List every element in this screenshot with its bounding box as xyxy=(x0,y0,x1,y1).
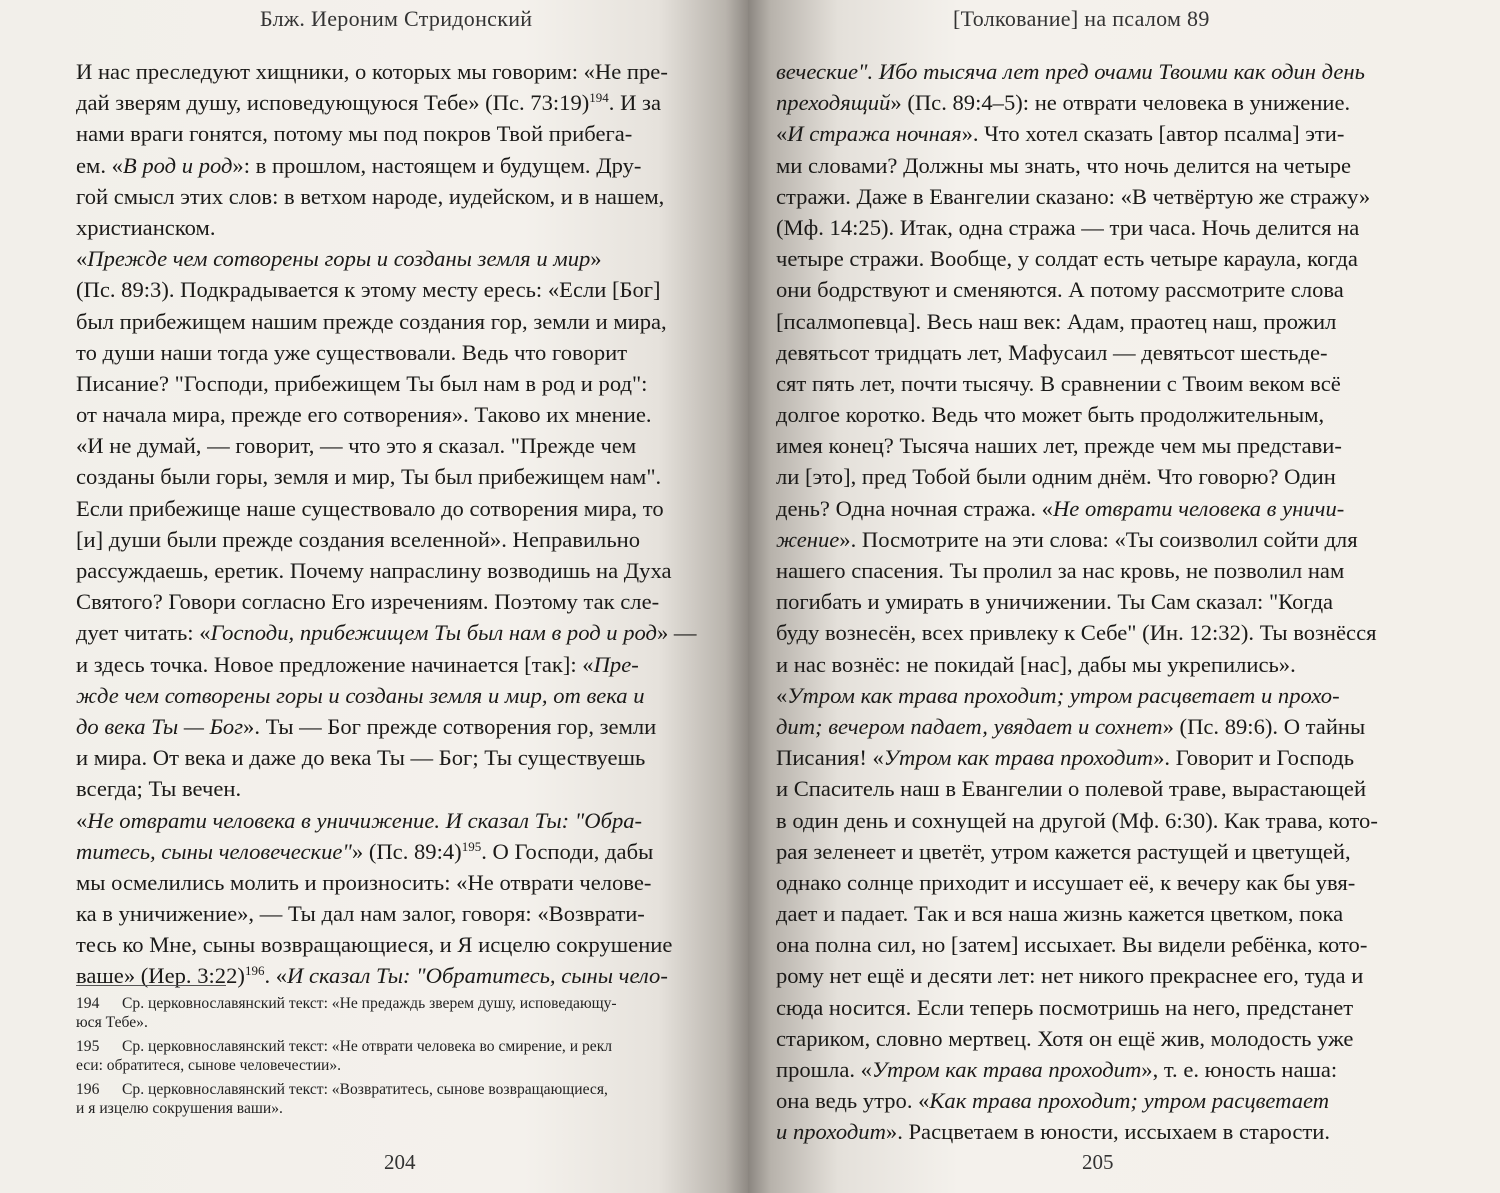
text-run: буду вознесён, всех привлеку к Себе" (Ин. 12:32). Ты вознёсся xyxy=(776,620,1377,646)
left-page-body xyxy=(76,56,716,992)
text-run: созданы были горы, земля и мир, Ты был прибежищем нам". xyxy=(76,464,662,490)
text-run: ем. « xyxy=(76,152,123,178)
text-line xyxy=(76,243,716,274)
footnote-194 xyxy=(76,994,716,1032)
text-line xyxy=(76,118,716,149)
text-line xyxy=(776,805,1470,836)
footnote-text: Ср. церковнославянский текст: «Возвратитесь, сынове возвращающиеся, xyxy=(122,1081,608,1098)
text-run: христианском. xyxy=(76,214,216,240)
text-run: . « xyxy=(264,963,288,989)
text-line xyxy=(776,867,1470,898)
footnote-reference: 194 xyxy=(589,90,609,106)
text-run: « xyxy=(76,246,88,272)
text-line xyxy=(76,87,716,118)
text-line xyxy=(76,181,716,212)
text-run: сюда носится. Если теперь посмотришь на него, предстанет xyxy=(776,994,1354,1020)
text-line xyxy=(76,805,716,836)
text-line xyxy=(776,274,1470,305)
page-number-right: 205 xyxy=(1082,1150,1114,1174)
text-run: однако солнце приходит и иссушает её, к вечеру как бы увя- xyxy=(776,869,1356,895)
running-head-right: [Толкование] на псалом 89 xyxy=(953,6,1210,31)
text-line xyxy=(76,368,716,399)
text-line xyxy=(76,493,716,524)
text-line xyxy=(776,649,1470,680)
text-line xyxy=(776,711,1470,742)
text-run: гой смысл этих слов: в ветхом народе, иудейском, и в нашем, xyxy=(76,183,665,209)
text-run: дует читать: « xyxy=(76,620,211,646)
italic-quote: Утром как трава проходит xyxy=(871,1057,1142,1082)
text-run: Писание? "Господи, прибежищем Ты был нам в род и род": xyxy=(76,370,648,396)
italic-quote: Пре- xyxy=(593,651,639,677)
text-line xyxy=(76,711,716,742)
italic-quote: дит; вечером падает, увядает и сохнет xyxy=(776,713,1163,739)
text-run: [и] души были прежде создания вселенной». Неправильно xyxy=(76,526,641,552)
text-run: » (Пс. 89:6). О тайны xyxy=(1162,713,1366,739)
text-line xyxy=(76,680,716,711)
text-line xyxy=(776,929,1470,960)
text-line xyxy=(776,524,1470,555)
text-run: сят пять лет, почти тысячу. В сравнении с Твоим веком всё xyxy=(776,370,1341,396)
text-run: четыре стражи. Вообще, у солдат есть четыре караула, когда xyxy=(776,246,1358,272)
footnote-number: 196 xyxy=(76,1081,100,1098)
footnotes xyxy=(76,994,716,1123)
text-run: прошла. « xyxy=(776,1057,872,1082)
text-run: « xyxy=(776,682,788,708)
text-run: [псалмопевца]. Весь наш век: Адам, праотец наш, прожил xyxy=(776,308,1337,334)
text-run: ваше» (Иер. 3:22) xyxy=(76,963,245,989)
text-line xyxy=(76,337,716,368)
text-run: « xyxy=(776,121,788,147)
page-number-left: 204 xyxy=(384,1150,416,1174)
text-line xyxy=(76,649,716,680)
text-line xyxy=(776,992,1470,1023)
text-line xyxy=(776,898,1470,929)
text-run: И нас преследуют хищники, о которых мы говорим: «Не пре- xyxy=(76,59,668,84)
text-run: стариком, словно мертвец. Хотя он ещё жив, молодость уже xyxy=(776,1025,1354,1051)
text-run: они бодрствуют и сменяются. А потому рассмотрите слова xyxy=(776,277,1344,303)
text-line xyxy=(776,960,1470,991)
italic-quote: титесь, сыны человеческие" xyxy=(76,838,352,864)
text-run: рассуждаешь, еретик. Почему напраслину возводишь на Духа xyxy=(76,558,672,583)
footnote-rule xyxy=(76,985,226,986)
text-run: Если прибежище наше существовало до сотворения мира, то xyxy=(76,495,664,521)
text-run: дает и падает. Так и вся наша жизнь кажется цветком, пока xyxy=(776,901,1344,927)
italic-quote: Господи, прибежищем Ты был нам в род и род xyxy=(210,620,657,646)
text-line xyxy=(76,150,716,181)
text-line xyxy=(776,493,1470,524)
text-line xyxy=(76,306,716,337)
text-run: то души наши тогда уже существовали. Ведь что говорит xyxy=(76,339,628,365)
text-run: ». Ты — Бог прежде сотворения гор, земли xyxy=(243,713,657,739)
italic-quote: веческие". Ибо тысяча лет пред очами Твоими как один день xyxy=(776,59,1365,84)
text-line xyxy=(76,399,716,430)
text-run: . И за xyxy=(608,90,662,116)
text-run: « xyxy=(76,807,88,833)
text-line xyxy=(776,836,1470,867)
text-run: и здесь точка. Новое предложение начинается [так]: « xyxy=(76,651,594,677)
text-line xyxy=(776,430,1470,461)
text-line xyxy=(76,430,716,461)
text-line xyxy=(76,555,716,586)
text-run: всегда; Ты вечен. xyxy=(76,776,242,802)
text-run: » xyxy=(590,246,602,272)
text-line xyxy=(76,617,716,648)
text-line xyxy=(776,399,1470,430)
italic-quote: Не отврати человека в уничи- xyxy=(1052,495,1345,521)
text-line xyxy=(76,524,716,555)
text-line xyxy=(776,680,1470,711)
footnote-reference: 195 xyxy=(461,838,482,854)
text-run: » (Пс. 89:4) xyxy=(351,838,462,864)
text-run: ». Говорит и Господь xyxy=(1153,745,1355,771)
text-line xyxy=(776,337,1470,368)
text-run: и Спаситель наш в Евангелии о полевой траве, вырастающей xyxy=(776,776,1367,802)
text-run: »: в прошлом, настоящем и будущем. Дру- xyxy=(232,152,642,178)
text-line xyxy=(76,586,716,617)
text-line xyxy=(76,867,716,898)
text-run: тесь ко Мне, сыны возвращающиеся, и Я исцелю сокрушение xyxy=(76,932,673,958)
text-run: ли [это], пред Тобой были одним днём. Что говорю? Один xyxy=(776,464,1336,490)
text-line xyxy=(76,929,716,960)
text-run: . О Господи, дабы xyxy=(481,838,654,864)
footnote-reference: 196 xyxy=(244,963,265,979)
italic-quote: И стража ночная xyxy=(787,121,962,147)
text-line xyxy=(76,212,716,243)
footnote-text: еси: обратитеся, сынове человечестии». xyxy=(76,1057,342,1074)
footnote-195 xyxy=(76,1037,716,1075)
text-run: погибать и умирать в уничижении. Ты Сам сказал: "Когда xyxy=(776,589,1334,615)
italic-quote: преходящий xyxy=(776,90,891,116)
text-run: (Пс. 89:3). Подкрадывается к этому месту ересь: «Если [Бог] xyxy=(76,277,661,303)
text-run: от начала мира, прежде его сотворения». Таково их мнение. xyxy=(76,402,652,428)
footnote-text: юся Тебе». xyxy=(76,1014,148,1031)
text-line xyxy=(76,461,716,492)
italic-quote: жде чем сотворены горы и созданы земля и мир, от века и xyxy=(76,682,645,708)
text-run: рая зеленеет и цветёт, утром кажется растущей и цветущей, xyxy=(776,838,1351,864)
text-run: был прибежищем нашим прежде создания гор, земли и мира, xyxy=(76,308,667,334)
text-line xyxy=(776,1085,1470,1116)
text-run: в один день и сохнущей на другой (Мф. 6:30). Как трава, кото- xyxy=(776,807,1378,833)
text-line xyxy=(76,742,716,773)
text-line xyxy=(776,1116,1470,1147)
text-line xyxy=(776,555,1470,586)
text-line xyxy=(776,461,1470,492)
italic-quote: до века Ты — Бог xyxy=(76,713,244,739)
italic-quote: И сказал Ты: "Обратитесь, сыны чело- xyxy=(287,963,668,989)
text-run: ». Расцветаем в юности, иссыхаем в старости. xyxy=(885,1119,1330,1145)
text-line xyxy=(776,56,1470,87)
text-line xyxy=(776,150,1470,181)
text-run: дай зверям душу, исповедующуюся Тебе» (Пс. 73:19) xyxy=(76,90,590,116)
text-run: рому нет ещё и десяти лет: нет никого прекраснее его, туда и xyxy=(776,963,1364,989)
italic-quote: Утром как трава проходит; утром расцветает и прохо- xyxy=(787,682,1340,708)
text-line xyxy=(776,773,1470,804)
text-run: », т. е. юность наша: xyxy=(1141,1057,1338,1082)
right-page xyxy=(748,0,1500,1193)
text-run: ». Что хотел сказать [автор псалма] эти- xyxy=(961,121,1345,147)
text-line xyxy=(76,773,716,804)
text-run: ка в уничижение», — Ты дал нам залог, говоря: «Возврати- xyxy=(76,901,645,927)
italic-quote: Не отврати человека в уничижение. И сказал Ты: "Обра- xyxy=(87,807,643,833)
text-run: «И не думай, — говорит, — что это я сказал. "Прежде чем xyxy=(76,433,637,459)
text-line xyxy=(76,274,716,305)
text-run: и мира. От века и даже до века Ты — Бог; Ты существуешь xyxy=(76,745,646,771)
text-line xyxy=(776,1023,1470,1054)
text-run: ми словами? Должны мы знать, что ночь делится на четыре xyxy=(776,152,1352,178)
text-line xyxy=(776,586,1470,617)
text-line xyxy=(76,56,716,87)
text-run: долгое коротко. Ведь что может быть продолжительным, xyxy=(776,402,1325,428)
italic-quote: В род и род xyxy=(122,152,233,178)
text-run: Писания! « xyxy=(776,745,884,771)
text-run: » — xyxy=(656,620,697,646)
running-head-left: Блж. Иероним Стридонский xyxy=(260,6,533,31)
italic-quote: Утром как трава проходит xyxy=(883,745,1154,771)
text-line xyxy=(776,617,1470,648)
text-run: стражи. Даже в Евангелии сказано: «В четвёртую же стражу» xyxy=(776,183,1371,209)
text-run: имея конец? Тысяча наших лет, прежде чем мы представи- xyxy=(776,433,1342,459)
footnote-text: и я изцелю сокрушения ваши». xyxy=(76,1100,283,1117)
text-run: (Мф. 14:25). Итак, одна стража — три часа. Ночь делится на xyxy=(776,214,1360,240)
text-run: мы осмелились молить и произносить: «Не отврати челове- xyxy=(76,869,652,895)
text-run: Святого? Говори согласно Его изречениям. Поэтому так сле- xyxy=(76,589,660,615)
italic-quote: и проходит xyxy=(776,1119,886,1145)
right-page-body xyxy=(776,56,1470,1148)
text-run: и нас вознёс: не покидай [нас], дабы мы укрепились». xyxy=(776,651,1296,677)
italic-quote: жение xyxy=(776,526,840,552)
text-line xyxy=(776,368,1470,399)
text-run: она полна сил, но [затем] иссыхает. Вы видели ребёнка, кото- xyxy=(776,932,1368,958)
text-run: день? Одна ночная стража. « xyxy=(776,495,1053,521)
text-line xyxy=(776,118,1470,149)
footnote-number: 195 xyxy=(76,1038,100,1055)
text-line xyxy=(776,243,1470,274)
text-line xyxy=(76,898,716,929)
text-run: нами враги гонятся, потому мы под покров Твой прибегa- xyxy=(76,121,633,147)
italic-quote: Прежде чем сотворены горы и созданы земля и мир xyxy=(87,246,591,272)
text-line xyxy=(776,87,1470,118)
text-run: » (Пс. 89:4–5): не отврати человека в унижение. xyxy=(890,90,1351,116)
text-line xyxy=(776,742,1470,773)
italic-quote: Как трава проходит; утром расцветает xyxy=(929,1088,1330,1114)
text-line xyxy=(76,960,716,991)
footnote-number: 194 xyxy=(76,995,100,1012)
footnote-text: Ср. церковнославянский текст: «Не отврати человека во смирение, и рекл xyxy=(122,1038,613,1055)
left-page xyxy=(0,0,748,1193)
footnote-196 xyxy=(76,1080,716,1118)
text-run: нашего спасения. Ты пролил за нас кровь, не позволил нам xyxy=(776,558,1345,583)
text-line xyxy=(776,306,1470,337)
text-line xyxy=(76,836,716,867)
text-line xyxy=(776,212,1470,243)
text-line xyxy=(776,1054,1470,1085)
text-run: она ведь утро. « xyxy=(776,1088,930,1114)
text-run: ». Посмотрите на эти слова: «Ты соизволил сойти для xyxy=(839,526,1358,552)
text-run: девятьсот тридцать лет, Мафусаил — девятьсот шестьде- xyxy=(776,339,1328,365)
footnote-text: Ср. церковнославянский текст: «Не предаждь зверем душу, исповедающу- xyxy=(122,995,617,1012)
text-line xyxy=(776,181,1470,212)
